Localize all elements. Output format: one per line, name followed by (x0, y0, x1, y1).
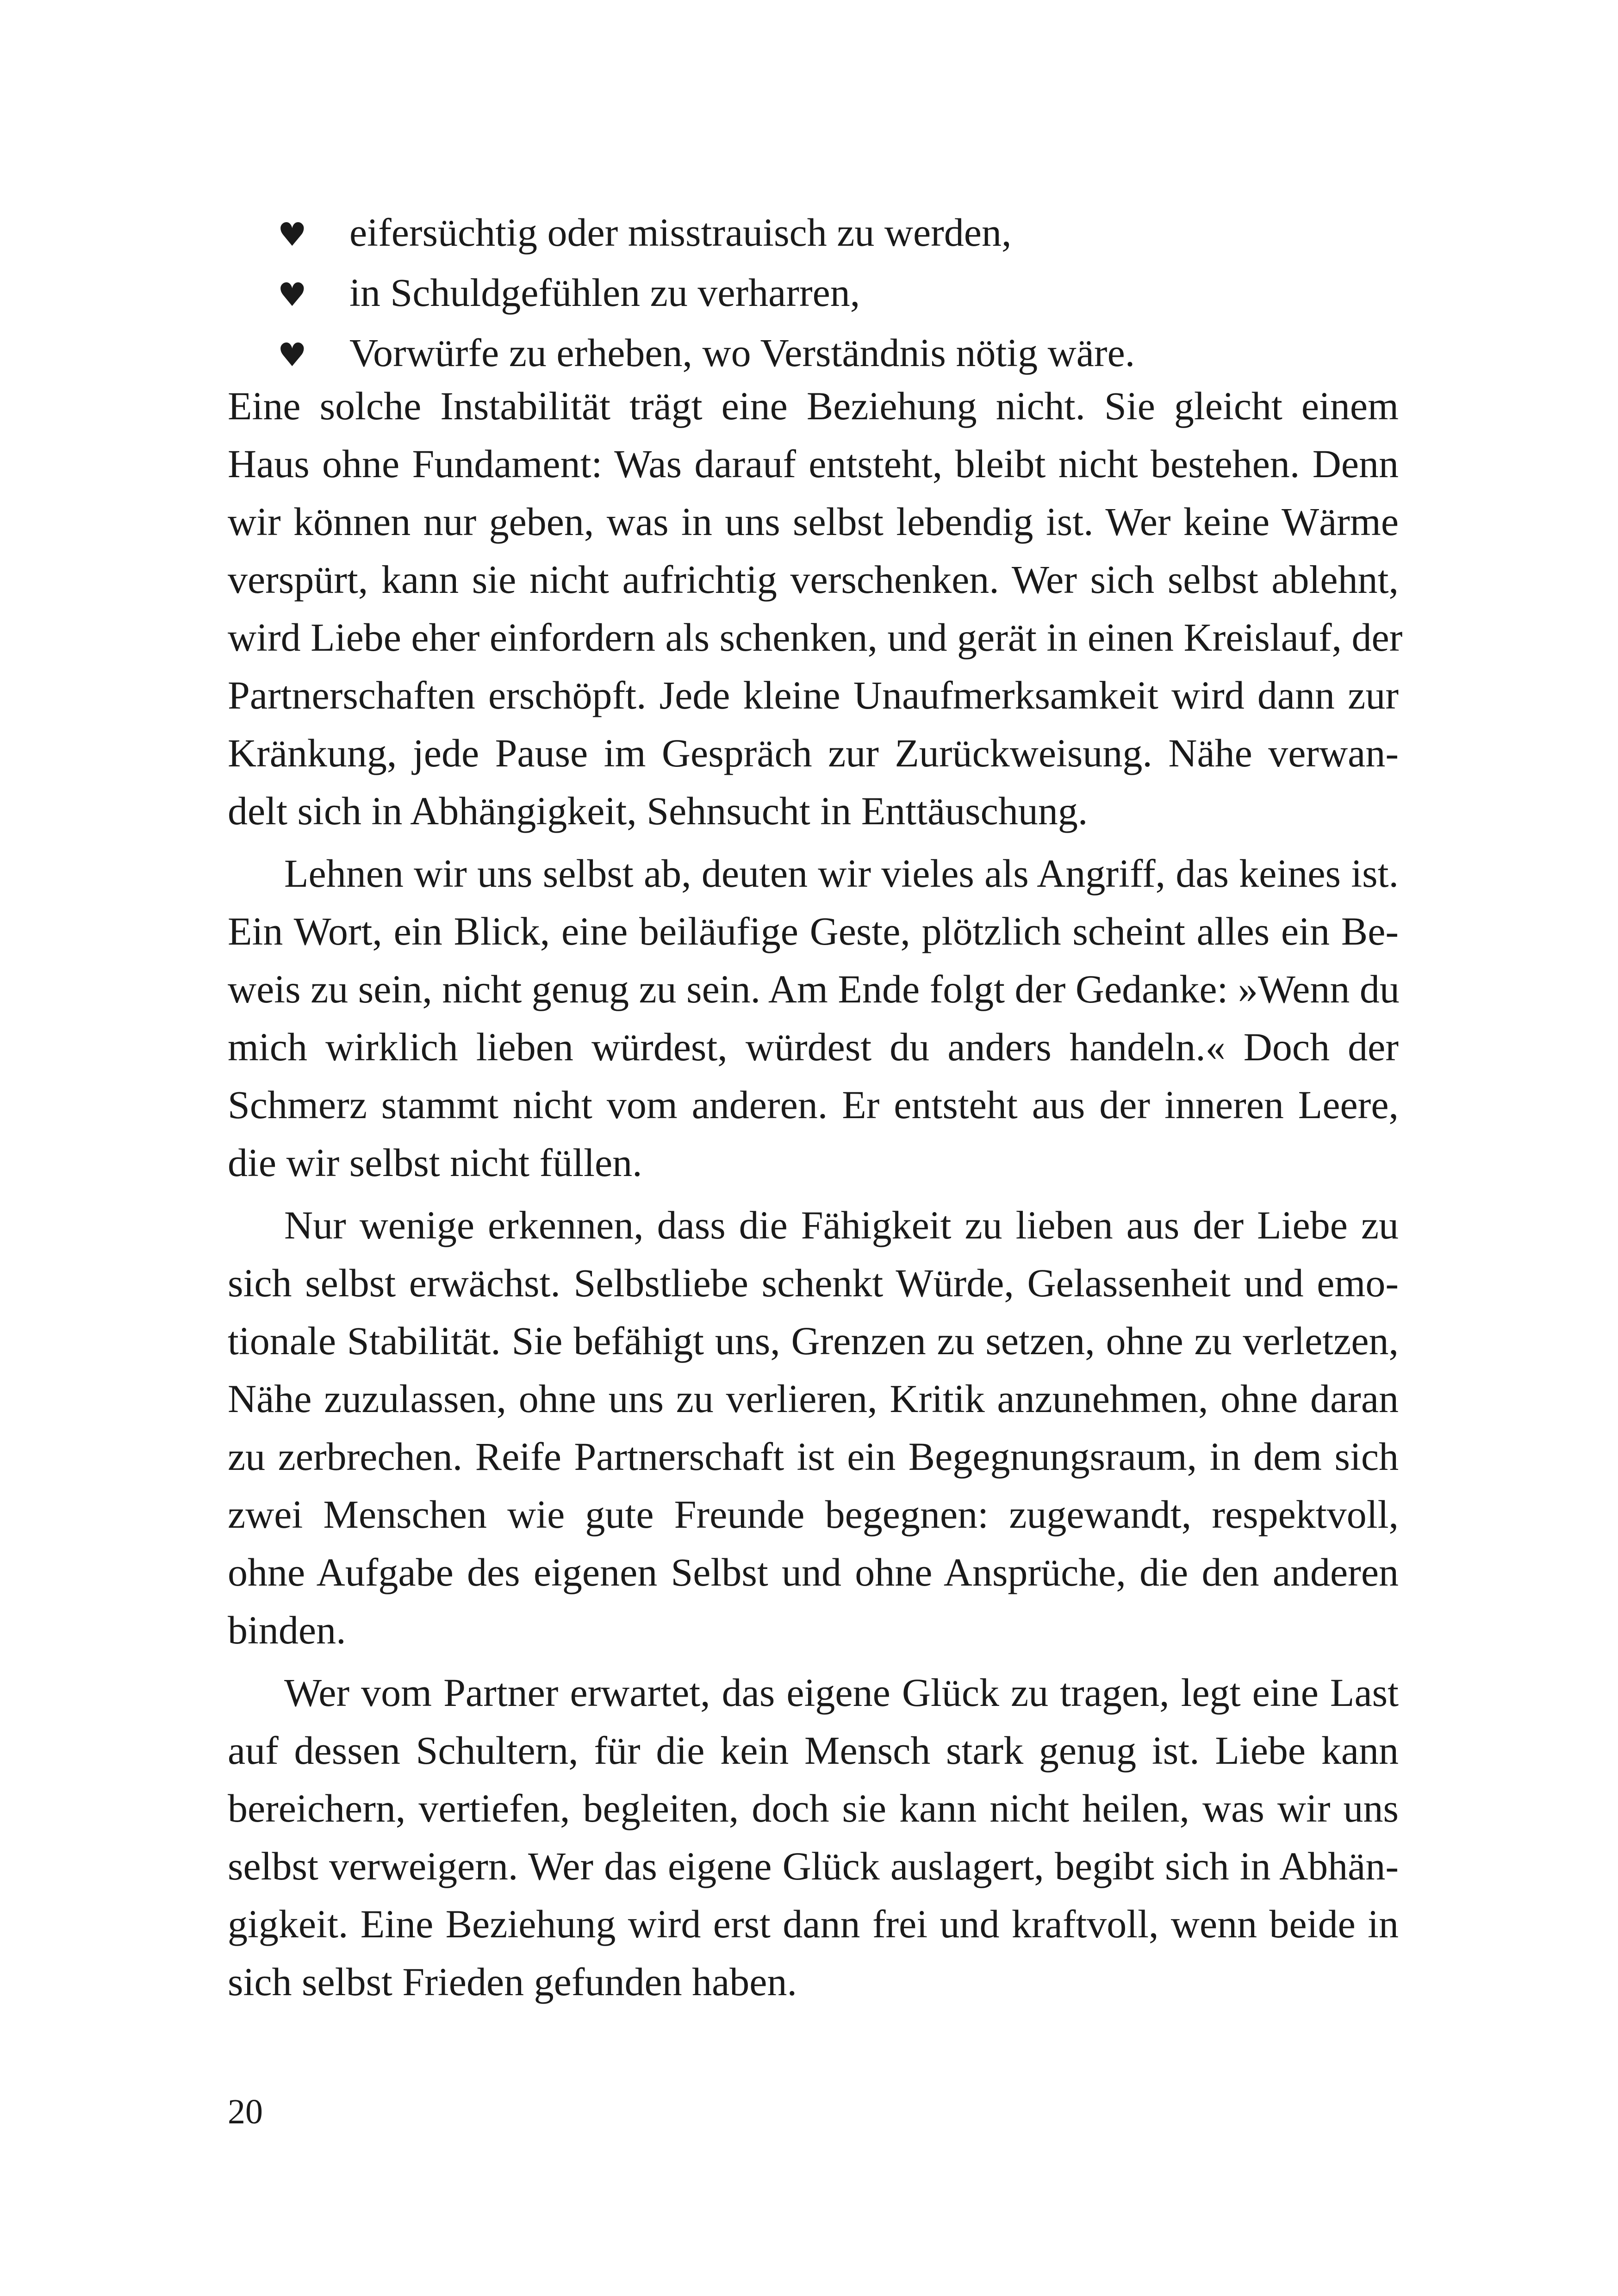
text-line: mich wirklich lieben würdest, würdest du anders handeln.« Doch der (228, 1025, 1399, 1069)
heart-bullet-icon: ♥ (278, 336, 307, 374)
text-line: Partnerschaften erschöpft. Jede kleine Unaufmerksamkeit wird dann zur (228, 673, 1399, 717)
body-text (228, 377, 1403, 2011)
text-line: sich selbst Frieden gefunden haben. (228, 1960, 797, 2004)
text-line: Nur wenige erkennen, dass die Fähigkeit zu lieben aus der Liebe zu (284, 1203, 1399, 1247)
text-line: zwei Menschen wie gute Freunde begegnen: zugewandt, respektvoll, (228, 1492, 1399, 1537)
text-line: Schmerz stammt nicht vom anderen. Er entsteht aus der inneren Leere, (228, 1083, 1399, 1127)
paragraph (228, 377, 1403, 840)
text-line: Ein Wort, ein Blick, eine beiläufige Geste, plötzlich scheint alles ein Be- (228, 909, 1399, 953)
text-line: wir können nur geben, was in uns selbst lebendig ist. Wer keine Wärme (228, 499, 1399, 544)
text-line: binden. (228, 1608, 346, 1652)
text-line: gigkeit. Eine Beziehung wird erst dann frei und kraftvoll, wenn beide in (228, 1902, 1399, 1946)
bullet-text: in Schuldgefühlen zu verharren, (349, 270, 860, 315)
text-line: Wer vom Partner erwartet, das eigene Glück zu tragen, legt eine Last (284, 1670, 1399, 1715)
bullet-item (278, 264, 1398, 324)
text-line: weis zu sein, nicht genug zu sein. Am Ende folgt der Gedanke: »Wenn du (228, 967, 1400, 1011)
text-line: Haus ohne Fundament: Was darauf entsteht, bleibt nicht bestehen. Denn (228, 442, 1399, 486)
text-line: auf dessen Schultern, für die kein Mensch stark genug ist. Liebe kann (228, 1728, 1399, 1773)
text-line: tionale Stabilität. Sie befähigt uns, Grenzen zu setzen, ohne zu verletzen, (228, 1319, 1399, 1363)
bullet-item (278, 324, 1398, 384)
paragraph (228, 1196, 1399, 1659)
bullet-item (278, 204, 1398, 264)
text-line: sich selbst erwächst. Selbstliebe schenkt Würde, Gelassenheit und emo- (228, 1261, 1399, 1305)
bullet-list (278, 204, 1398, 384)
heart-bullet-icon: ♥ (278, 276, 307, 314)
text-line: verspürt, kann sie nicht aufrichtig verschenken. Wer sich selbst ablehnt, (228, 557, 1399, 602)
text-line: Eine solche Instabilität trägt eine Beziehung nicht. Sie gleicht einem (228, 384, 1399, 428)
text-line: ohne Aufgabe des eigenen Selbst und ohne Ansprüche, die den anderen (228, 1550, 1399, 1594)
bullet-text: eifersüchtig oder misstrauisch zu werden, (349, 210, 1012, 255)
bullet-text: Vorwürfe zu erheben, wo Verständnis nötig wäre. (349, 330, 1135, 375)
text-line: Lehnen wir uns selbst ab, deuten wir vieles als Angriff, das keines ist. (284, 851, 1399, 896)
text-line: selbst verweigern. Wer das eigene Glück auslagert, begibt sich in Abhän- (228, 1844, 1399, 1888)
text-line: zu zerbrechen. Reife Partnerschaft ist ein Begegnungsraum, in dem sich (228, 1434, 1399, 1479)
text-line: Nähe zuzulassen, ohne uns zu verlieren, Kritik anzunehmen, ohne daran (228, 1376, 1399, 1421)
heart-bullet-icon: ♥ (278, 216, 307, 254)
paragraph (228, 1664, 1399, 2011)
text-line: delt sich in Abhängigkeit, Sehnsucht in Enttäuschung. (228, 789, 1088, 833)
page-number: 20 (228, 2092, 263, 2131)
text-line: Kränkung, jede Pause im Gespräch zur Zurückweisung. Nähe verwan- (228, 731, 1399, 775)
text-line: wird Liebe eher einfordern als schenken, und gerät in einen Kreislauf, der (228, 615, 1403, 660)
text-line: bereichern, vertiefen, begleiten, doch sie kann nicht heilen, was wir uns (228, 1786, 1399, 1830)
paragraph (228, 845, 1399, 1192)
text-line: die wir selbst nicht füllen. (228, 1140, 642, 1185)
